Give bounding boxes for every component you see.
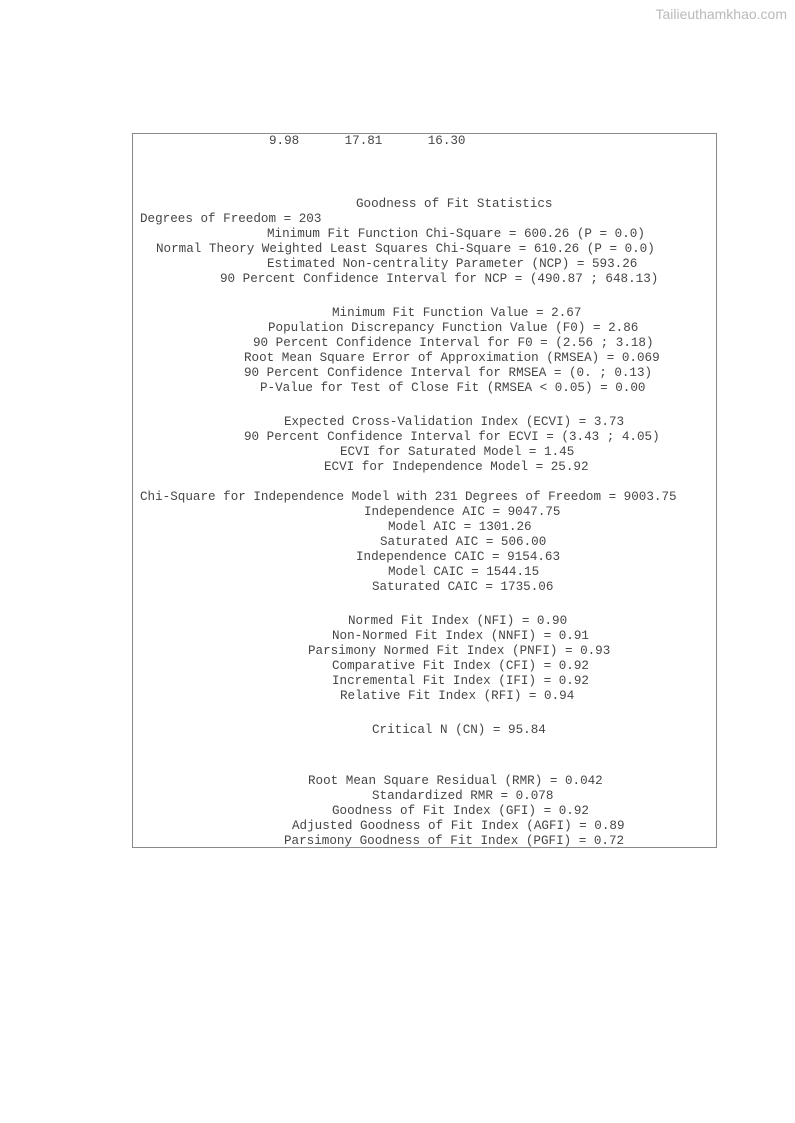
stat-min-fit-value: Minimum Fit Function Value = 2.67 <box>332 306 582 320</box>
stat-standardized-rmr: Standardized RMR = 0.078 <box>372 789 554 803</box>
stat-rmsea-ci: 90 Percent Confidence Interval for RMSEA = (0. ; 0.13) <box>244 366 653 380</box>
stat-aic-saturated: Saturated AIC = 506.00 <box>380 535 547 549</box>
stat-agfi: Adjusted Goodness of Fit Index (AGFI) = 0.89 <box>292 819 625 833</box>
lisrel-output-box <box>132 133 717 848</box>
stat-ifi: Incremental Fit Index (IFI) = 0.92 <box>332 674 589 688</box>
stat-ecvi: Expected Cross-Validation Index (ECVI) = 3.73 <box>284 415 625 429</box>
stat-cfi: Comparative Fit Index (CFI) = 0.92 <box>332 659 589 673</box>
stat-degrees-of-freedom: Degrees of Freedom = 203 <box>140 212 322 226</box>
stat-ncp-ci: 90 Percent Confidence Interval for NCP = (490.87 ; 648.13) <box>220 272 659 286</box>
stat-p-close-fit: P-Value for Test of Close Fit (RMSEA < 0.05) = 0.00 <box>260 381 646 395</box>
stat-ntwls-chi-square: Normal Theory Weighted Least Squares Chi-Square = 610.26 (P = 0.0) <box>156 242 655 256</box>
stat-pgfi: Parsimony Goodness of Fit Index (PGFI) = 0.72 <box>284 834 625 848</box>
stat-nnfi: Non-Normed Fit Index (NNFI) = 0.91 <box>332 629 589 643</box>
stat-rmr: Root Mean Square Residual (RMR) = 0.042 <box>308 774 603 788</box>
stat-chi-square-independence: Chi-Square for Independence Model with 231 Degrees of Freedom = 9003.75 <box>140 490 677 504</box>
watermark-text: Tailieuthamkhao.com <box>655 6 787 22</box>
stat-nfi: Normed Fit Index (NFI) = 0.90 <box>348 614 568 628</box>
section-title: Goodness of Fit Statistics <box>356 197 553 211</box>
stat-aic-model: Model AIC = 1301.26 <box>388 520 532 534</box>
stat-rmsea: Root Mean Square Error of Approximation (RMSEA) = 0.069 <box>244 351 660 365</box>
stat-critical-n: Critical N (CN) = 95.84 <box>372 723 546 737</box>
stat-rfi: Relative Fit Index (RFI) = 0.94 <box>340 689 575 703</box>
stat-ecvi-saturated: ECVI for Saturated Model = 1.45 <box>340 445 575 459</box>
stat-ncp: Estimated Non-centrality Parameter (NCP) = 593.26 <box>267 257 638 271</box>
stat-aic-independence: Independence AIC = 9047.75 <box>364 505 561 519</box>
top-values-row: 9.98 17.81 16.30 <box>269 134 466 148</box>
stat-pnfi: Parsimony Normed Fit Index (PNFI) = 0.93 <box>308 644 611 658</box>
stat-caic-model: Model CAIC = 1544.15 <box>388 565 540 579</box>
stat-f0: Population Discrepancy Function Value (F0) = 2.86 <box>268 321 639 335</box>
stat-ecvi-independence: ECVI for Independence Model = 25.92 <box>324 460 589 474</box>
stat-caic-independence: Independence CAIC = 9154.63 <box>356 550 561 564</box>
stat-ecvi-ci: 90 Percent Confidence Interval for ECVI = (3.43 ; 4.05) <box>244 430 660 444</box>
stat-f0-ci: 90 Percent Confidence Interval for F0 = (2.56 ; 3.18) <box>253 336 654 350</box>
stat-gfi: Goodness of Fit Index (GFI) = 0.92 <box>332 804 589 818</box>
stat-caic-saturated: Saturated CAIC = 1735.06 <box>372 580 554 594</box>
stat-min-fit-chi-square: Minimum Fit Function Chi-Square = 600.26 (P = 0.0) <box>267 227 645 241</box>
